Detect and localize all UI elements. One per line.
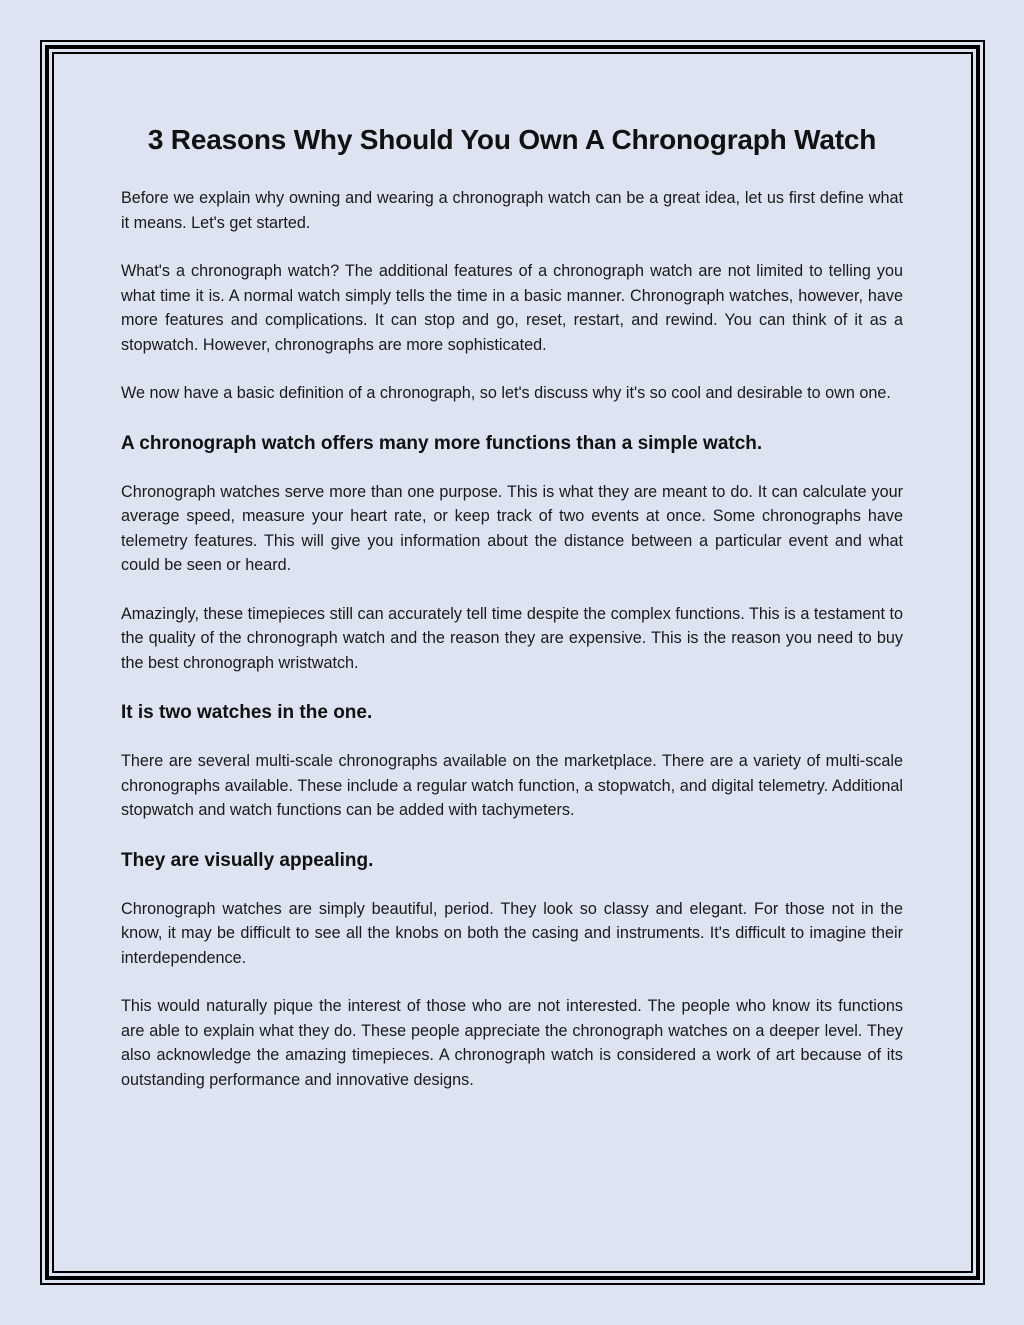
section-paragraph: Amazingly, these timepieces still can accurately tell time despite the complex functions. This is a testament to the quality of the chronograph watch and the reason they are expensive. This is the reason you need to buy the best chronograph wristwatch. — [121, 604, 903, 672]
intro-paragraph: Before we explain why owning and wearing a chronograph watch can be a great idea, let us first define what it means. Let's get started. — [121, 189, 903, 232]
transition-paragraph: We now have a basic definition of a chronograph, so let's discuss why it's so cool and desirable to own one. — [121, 384, 891, 402]
section-heading-visual: They are visually appealing. — [121, 849, 374, 871]
definition-paragraph: What's a chronograph watch? The additional features of a chronograph watch are not limited to telling you what time it is. A normal watch simply tells the time in a basic manner. Chronograph watches, however, have more features and complications. It can stop and go, reset, restart, and rewind. You can think of it as a stopwatch. However, chronographs are more sophisticated. — [121, 262, 903, 354]
section-paragraph: Chronograph watches serve more than one purpose. This is what they are meant to do. It can calculate your average speed, measure your heart rate, or keep track of two events at once. Some chronographs have telemetry features. This will give you information about the distance between a particular event and what could be seen or heard. — [121, 482, 903, 574]
document-title: 3 Reasons Why Should You Own A Chronograph Watch — [147, 124, 877, 155]
section-paragraph: Chronograph watches are simply beautiful, period. They look so classy and elegant. For those not in the know, it may be difficult to see all the knobs on both the casing and instruments. It's difficult to imagine their interdependence. — [121, 899, 903, 967]
section-paragraph: This would naturally pique the interest of those who are not interested. The people who know its functions are able to explain what they do. These people appreciate the chronograph watches on a deeper level. They also acknowledge the amazing timepieces. A chronograph watch is considered a work of art because of its outstanding performance and innovative designs. — [121, 997, 903, 1089]
section-paragraph: There are several multi-scale chronographs available on the marketplace. There are a variety of multi-scale chronographs available. These include a regular watch function, a stopwatch, and digital telemetry. Additional stopwatch and watch functions can be added with tachymeters. — [121, 752, 903, 819]
section-heading-two-watches: It is two watches in the one. — [121, 702, 373, 723]
section-heading-functions: A chronograph watch offers many more functions than a simple watch. — [121, 432, 763, 454]
document-body — [121, 120, 903, 1116]
